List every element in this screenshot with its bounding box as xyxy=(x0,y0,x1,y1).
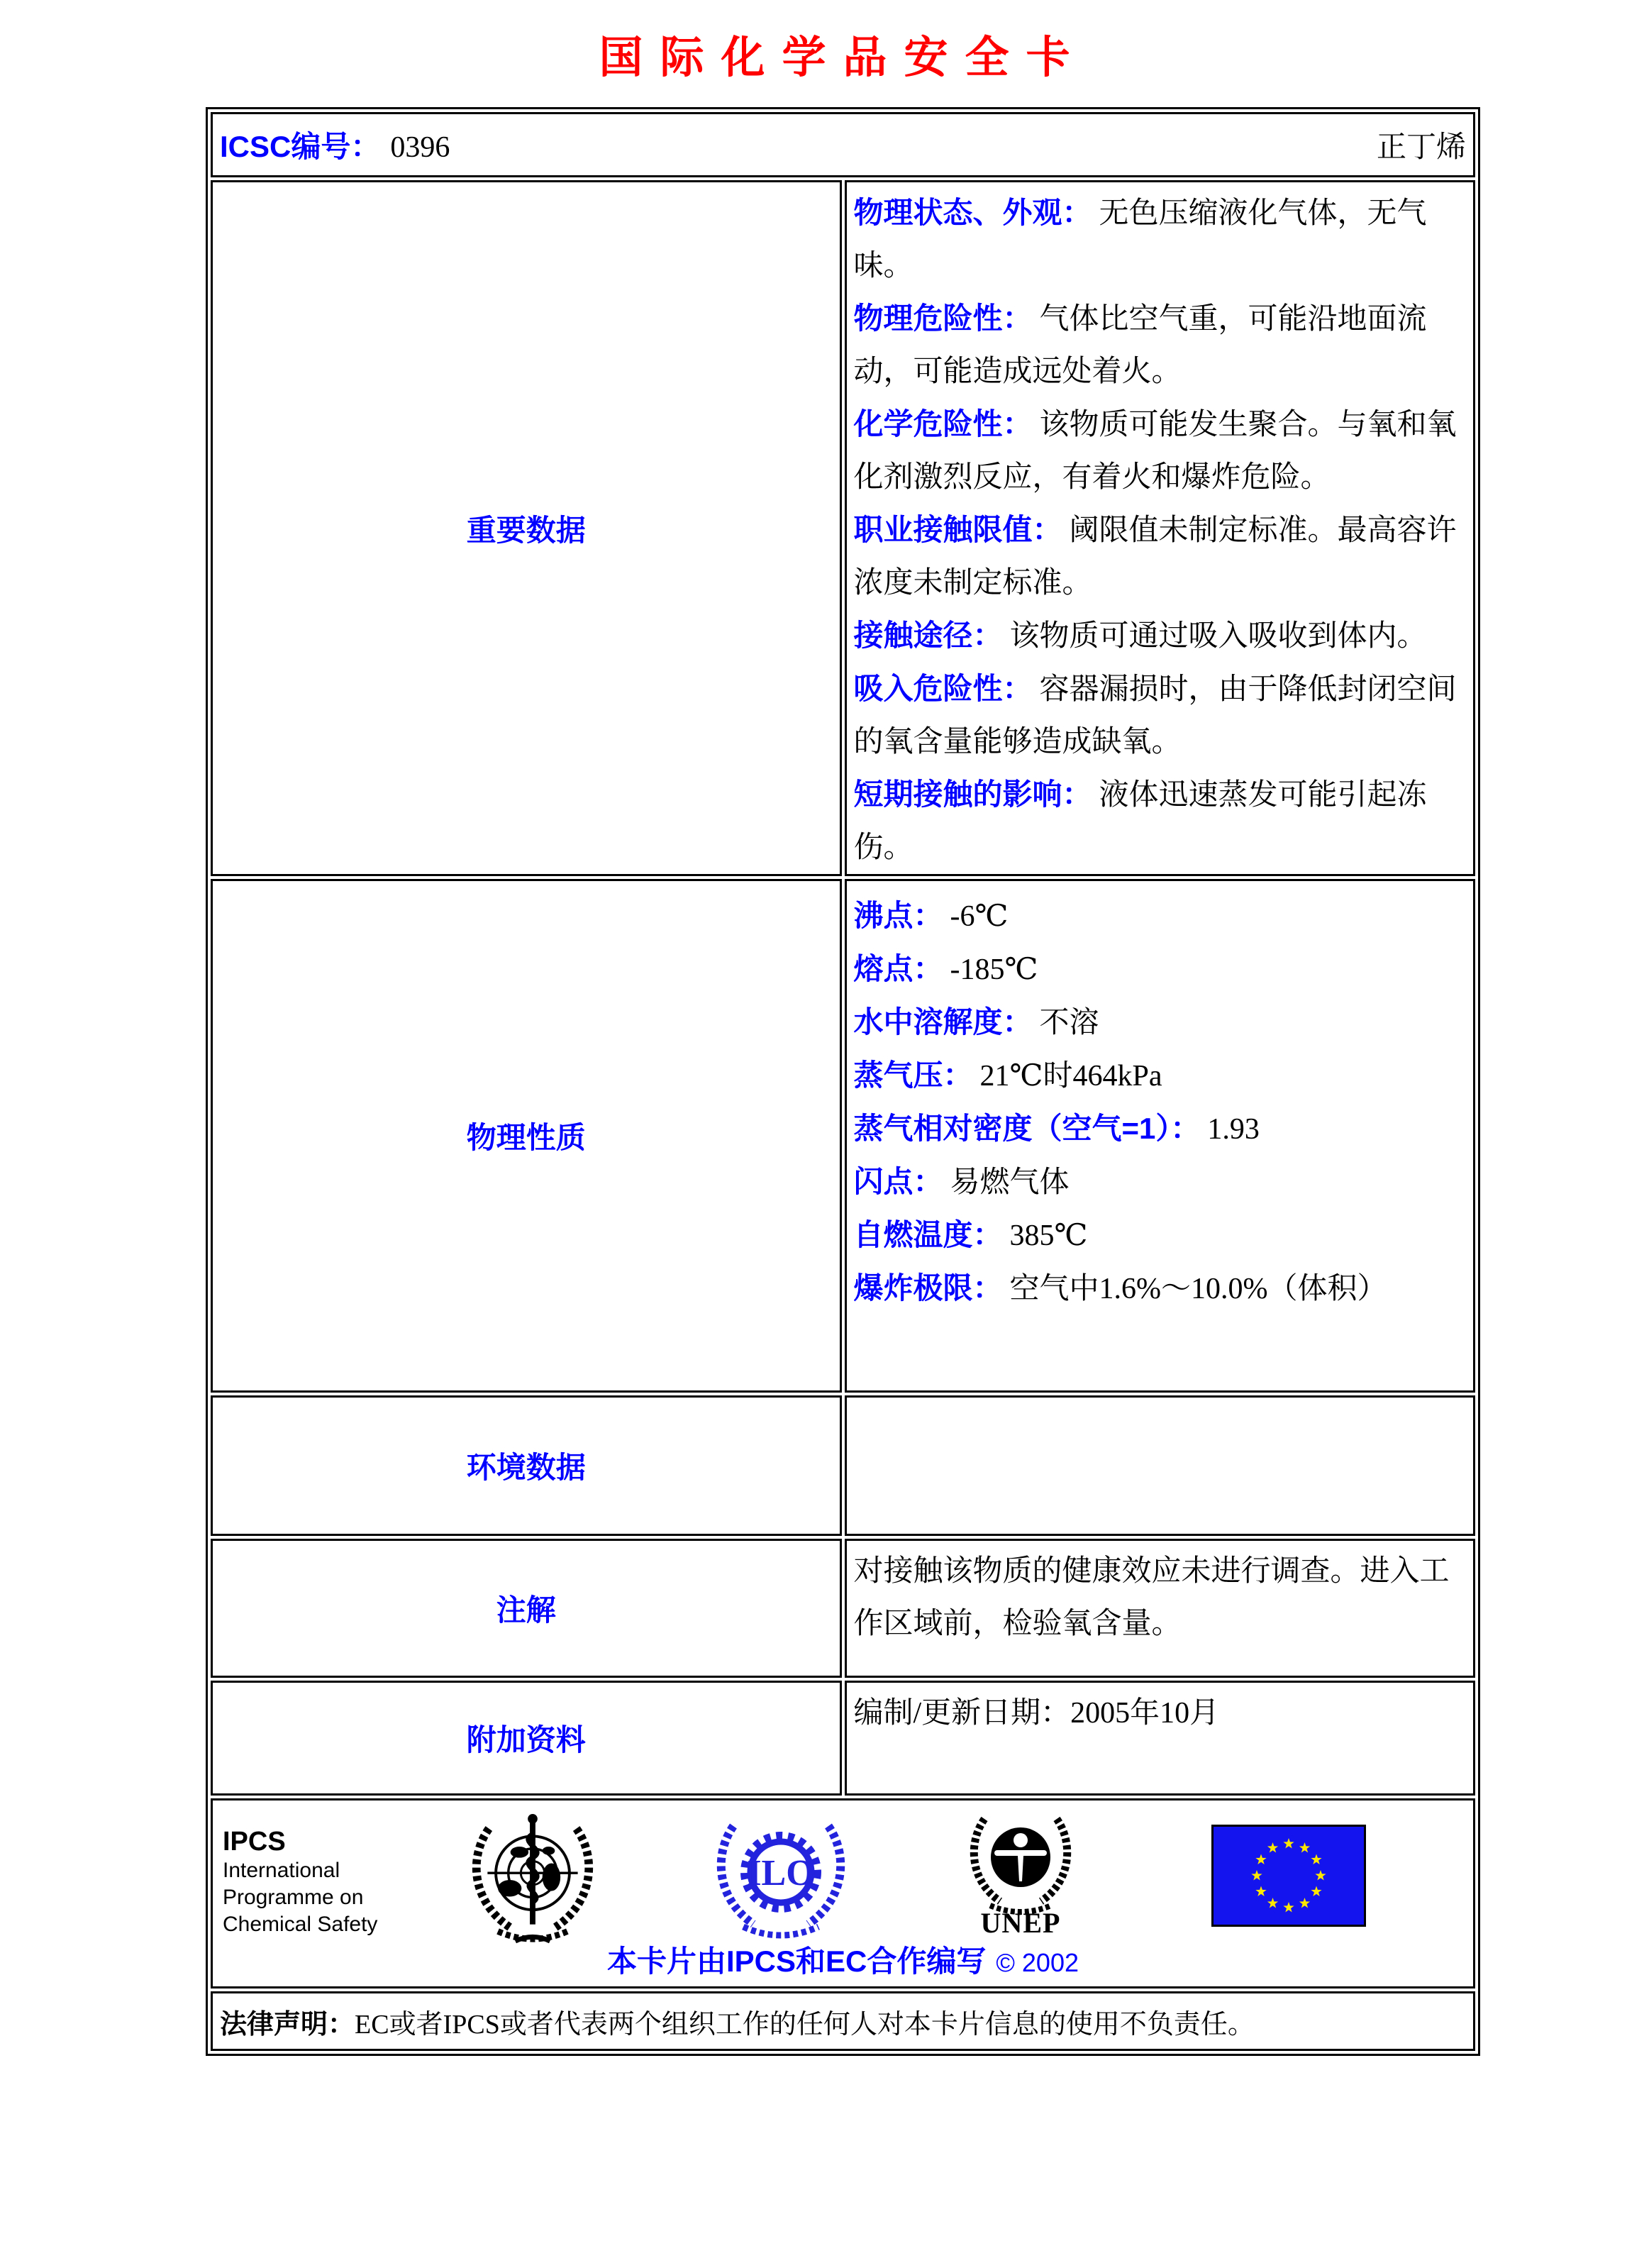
item-label: 熔点： xyxy=(853,952,943,986)
icsc-card-table xyxy=(206,107,1480,2056)
section-label-environment: 环境数据 xyxy=(211,1395,842,1536)
item-text: 385℃ xyxy=(1009,1219,1088,1253)
item-text: 阈限值未制定标准。最高容许浓度未制定标准。 xyxy=(853,514,1457,600)
item-line xyxy=(854,663,1467,768)
header-row xyxy=(211,112,1475,177)
item-text: 液体迅速蒸发可能引起冻伤。 xyxy=(853,779,1427,865)
item-label: 物理状态、外观： xyxy=(853,196,1092,230)
ilo-letters: ILO xyxy=(747,1853,815,1894)
item-text: 易燃气体 xyxy=(950,1166,1070,1200)
update-date-value: 2005年10月 xyxy=(1070,1697,1220,1730)
notes-text: 对接触该物质的健康效应未进行调查。进入工作区域前，检验氧含量。 xyxy=(853,1555,1450,1641)
section-label-important: 重要数据 xyxy=(211,180,842,876)
section-label-physical: 物理性质 xyxy=(211,879,842,1393)
item-line xyxy=(854,1102,1467,1156)
item-text: -6℃ xyxy=(950,900,1009,934)
notes-content xyxy=(845,1539,1476,1678)
header-cell xyxy=(211,112,1475,177)
item-line xyxy=(854,187,1467,292)
item-label: 短期接触的影响： xyxy=(853,778,1092,812)
ipcs-line: International xyxy=(223,1859,340,1883)
chemical-name: 正丁烯 xyxy=(1376,131,1466,165)
item-label: 水中溶解度： xyxy=(853,1005,1033,1039)
item-label: 蒸气相对密度（空气=1）： xyxy=(853,1112,1201,1146)
important-data-content xyxy=(845,180,1476,876)
item-text: 不溶 xyxy=(1039,1007,1099,1040)
item-line xyxy=(854,609,1467,663)
legal-cell xyxy=(211,1991,1475,2051)
item-line xyxy=(854,890,1467,943)
ipcs-block xyxy=(223,1826,377,1938)
item-label: 自燃温度： xyxy=(853,1218,1003,1252)
item-line xyxy=(854,996,1467,1049)
item-label: 化学危险性： xyxy=(853,407,1033,441)
item-line xyxy=(854,504,1467,609)
item-text: 空气中1.6%～10.0%（体积） xyxy=(1009,1273,1387,1306)
notes-row xyxy=(211,1539,1475,1678)
caption-text: 本卡片由IPCS和EC合作编写 xyxy=(607,1945,987,1979)
page-title: 国际化学品安全卡 xyxy=(599,34,1087,82)
important-data-row xyxy=(211,180,1475,876)
legal-row xyxy=(211,1991,1475,2051)
copyright-text: © 2002 xyxy=(996,1948,1079,1978)
update-date-label: 编制/更新日期： xyxy=(853,1697,1071,1730)
footer-caption xyxy=(213,1938,1473,1981)
item-label: 职业接触限值： xyxy=(853,513,1062,547)
physical-properties-content xyxy=(845,879,1476,1393)
item-line xyxy=(854,943,1467,996)
item-line xyxy=(854,1209,1467,1262)
item-line xyxy=(854,1049,1467,1102)
environment-data-content xyxy=(845,1395,1476,1536)
ipcs-line: Chemical Safety xyxy=(223,1913,378,1937)
ipcs-acronym: IPCS xyxy=(223,1827,286,1857)
item-text: 该物质可能发生聚合。与氧和氧化剂激烈反应，有着火和爆炸危险。 xyxy=(853,409,1457,494)
item-text: 气体比空气重，可能沿地面流动，可能造成远处着火。 xyxy=(853,303,1427,389)
ilo-logo-icon xyxy=(712,1812,850,1947)
item-line xyxy=(854,768,1467,874)
item-label: 吸入危险性： xyxy=(853,672,1033,706)
item-text: 无色压缩液化气体，无气味。 xyxy=(853,197,1427,283)
physical-properties-row xyxy=(211,879,1475,1393)
item-text: 容器漏损时，由于降低封闭空间的氧含量能够造成缺氧。 xyxy=(853,673,1457,759)
item-label: 闪点： xyxy=(853,1165,943,1199)
item-text: -185℃ xyxy=(950,953,1038,987)
icsc-number-value: 0396 xyxy=(390,131,450,165)
who-logo-icon xyxy=(467,1809,599,1959)
item-line xyxy=(854,398,1467,504)
legal-label: 法律声明： xyxy=(220,2009,355,2040)
item-label: 沸点： xyxy=(853,899,943,933)
section-label-notes: 注解 xyxy=(211,1539,842,1678)
logos-row xyxy=(211,1798,1475,1988)
icsc-number-label: ICSC编号： xyxy=(220,130,381,164)
item-text: 21℃时464kPa xyxy=(979,1060,1162,1093)
section-label-additional: 附加资料 xyxy=(211,1681,842,1796)
additional-info-content xyxy=(845,1681,1476,1796)
item-text: 1.93 xyxy=(1207,1113,1260,1146)
additional-info-row xyxy=(211,1681,1475,1796)
ipcs-line: Programme on xyxy=(223,1886,364,1910)
item-label: 物理危险性： xyxy=(853,302,1033,336)
environment-data-row xyxy=(211,1395,1475,1536)
unep-logo-icon xyxy=(963,1808,1078,1945)
item-line xyxy=(854,1156,1467,1209)
item-line xyxy=(854,292,1467,398)
item-text: 该物质可通过吸入吸收到体内。 xyxy=(1009,620,1427,653)
logos-cell xyxy=(211,1798,1475,1988)
legal-text: EC或者IPCS或者代表两个组织工作的任何人对本卡片信息的使用不负责任。 xyxy=(355,2009,1255,2040)
item-label: 爆炸极限： xyxy=(853,1271,1003,1305)
icsc-number-group xyxy=(220,123,450,166)
eu-flag-icon xyxy=(1211,1825,1366,1935)
item-label: 接触途径： xyxy=(853,619,1003,653)
item-label: 蒸气压： xyxy=(853,1058,973,1092)
item-line xyxy=(854,1262,1467,1315)
unep-letters: UNEP xyxy=(980,1907,1061,1937)
